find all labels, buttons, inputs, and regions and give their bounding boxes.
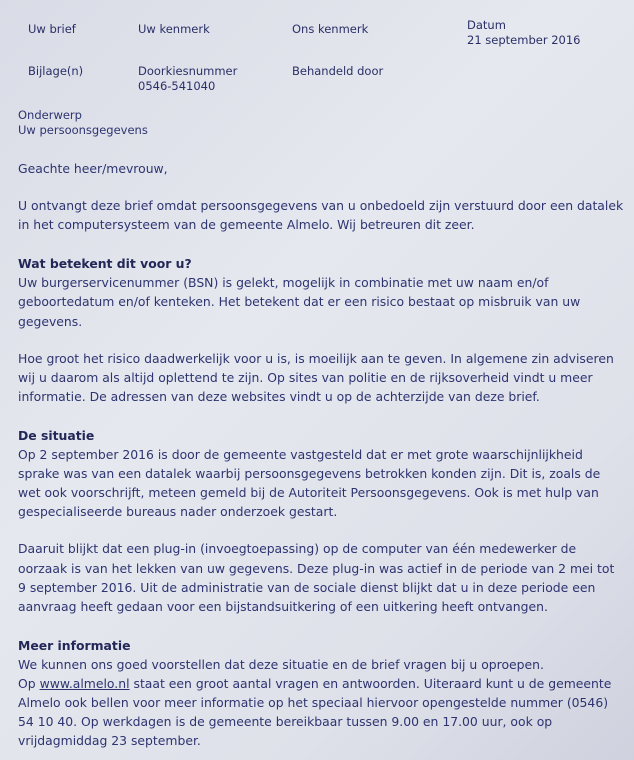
contact-text-pre: Op	[18, 675, 40, 691]
datum-label: Datum	[467, 18, 506, 32]
uw-kenmerk-field	[138, 22, 210, 37]
behandeld-door-field	[292, 64, 383, 79]
doorkiesnummer-field	[138, 64, 237, 94]
paragraph-bsn-gelekt: Uw burgerservicenummer (BSN) is gelekt, mogelijk in combinatie met uw naam en/of geboortedatum en/of kenteken. Het betekent dat er een risico bestaat op misbruik van uw gegevens.	[18, 275, 581, 329]
datum-value: 21 september 2016	[467, 33, 581, 47]
almelo-website-link[interactable]: www.almelo.nl	[39, 675, 130, 691]
doorkiesnummer-value: 0546-541040	[138, 79, 216, 93]
uw-kenmerk-label: Uw kenmerk	[138, 22, 210, 36]
bijlagen-label: Bijlage(n)	[28, 64, 84, 78]
datum-field	[467, 18, 580, 48]
contact-text-post: staat een groot aantal vragen en antwoorden. Uiteraard kunt u de gemeente Almelo ook bellen voor meer informatie op het speciaal hiervoor opengestelde nummer (0546) 54 10 40. Op werkdagen is de gemeente bereikbaar tussen 9.00 en 17.00 uur, ook op vrijdagmiddag 23 september.	[18, 675, 612, 749]
paragraph-vastgesteld: Op 2 september 2016 is door de gemeente vastgesteld dat er met grote waarschijnlijkheid sprake was van een datalek waarbij persoonsgegevens betrokken konden zijn. Dit is, zoals de wet ook voorschrijft, meteen gemeld bij de Autoriteit Persoonsgegevens. Ook is met hulp van gespecialiseerde bureaus nader onderzoek gestart.	[18, 447, 601, 520]
section-heading-situatie: De situatie	[18, 427, 95, 443]
ons-kenmerk-field	[292, 22, 368, 37]
onderwerp-label: Onderwerp	[18, 108, 82, 122]
uw-brief-label: Uw brief	[28, 22, 76, 36]
paragraph-plug-in: Daaruit blijkt dat een plug-in (invoegtoepassing) op de computer van één medewerker de oorzaak is van het lekken van uw gegevens. Deze plug-in was actief in de periode van 2 mei tot 9 september 2016. Uit de administratie van de sociale dienst blijkt dat u in deze periode een aanvraag heeft gedaan voor een bijstandsuitkering of een uitkering heeft ontvangen.	[18, 541, 615, 614]
uw-brief-field	[28, 22, 76, 37]
section-heading-wat-betekent: Wat betekent dit voor u?	[18, 256, 192, 272]
paragraph-vragen: We kunnen ons goed voorstellen dat deze situatie en de brief vragen bij u oproepen.	[18, 656, 544, 672]
onderwerp-value: Uw persoonsgegevens	[18, 123, 148, 137]
paragraph-contact	[18, 674, 624, 750]
salutation: Geachte heer/mevrouw,	[18, 161, 168, 176]
ons-kenmerk-label: Ons kenmerk	[292, 22, 369, 36]
letter-body	[18, 108, 624, 750]
intro-paragraph: U ontvangt deze brief omdat persoonsgegevens van u onbedoeld zijn verstuurd door een datalek in het computersysteem van de gemeente Almelo. Wij betreuren dit zeer.	[18, 198, 624, 233]
bijlagen-field	[28, 64, 83, 79]
behandeld-door-label: Behandeld door	[292, 64, 384, 78]
paragraph-risico: Hoe groot het risico daadwerkelijk voor u is, is moeilijk aan te geven. In algemene zin adviseren wij u daarom als altijd oplettend te zijn. Op sites van politie en de rijksoverheid vindt u meer informatie. De adressen van deze websites vindt u op de achterzijde van deze brief.	[18, 350, 614, 404]
onderwerp-block	[18, 108, 624, 138]
doorkiesnummer-label: Doorkiesnummer	[138, 64, 238, 78]
section-heading-meer-informatie: Meer informatie	[18, 637, 131, 653]
